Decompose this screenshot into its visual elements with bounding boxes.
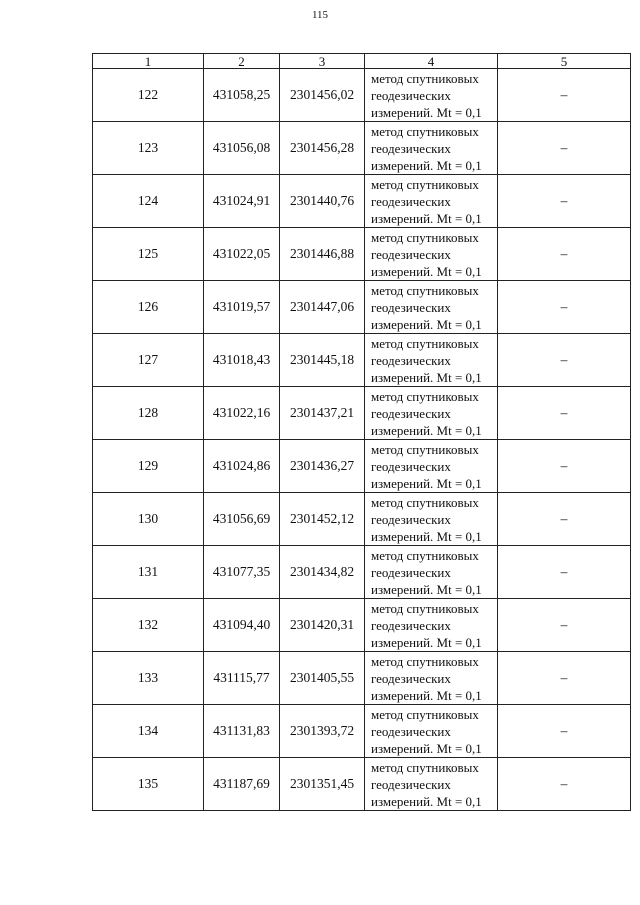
method-line: измерений. Mt = 0,1 bbox=[371, 528, 482, 544]
method-line: метод спутниковых bbox=[371, 653, 479, 669]
table-row bbox=[93, 334, 631, 387]
y-coordinate-cell: 2301436,27 bbox=[280, 440, 365, 493]
table-row bbox=[93, 175, 631, 228]
column-header: 1 bbox=[93, 54, 204, 69]
table-row bbox=[93, 440, 631, 493]
y-coordinate-cell: 2301351,45 bbox=[280, 758, 365, 811]
x-coordinate-cell: 431022,05 bbox=[204, 228, 280, 281]
x-coordinate-cell: 431022,16 bbox=[204, 387, 280, 440]
mark-cell: – bbox=[498, 69, 631, 122]
mark-cell: – bbox=[498, 228, 631, 281]
table-body bbox=[93, 69, 631, 811]
x-coordinate-cell: 431018,43 bbox=[204, 334, 280, 387]
point-number-cell: 122 bbox=[93, 69, 204, 122]
column-header: 2 bbox=[204, 54, 280, 69]
y-coordinate-cell: 2301456,02 bbox=[280, 69, 365, 122]
x-coordinate-cell: 431019,57 bbox=[204, 281, 280, 334]
method-cell bbox=[365, 758, 498, 811]
method-line: измерений. Mt = 0,1 bbox=[371, 157, 482, 173]
table-row bbox=[93, 705, 631, 758]
method-line: измерений. Mt = 0,1 bbox=[371, 369, 482, 385]
method-line: геодезических bbox=[371, 723, 451, 739]
point-number-cell: 132 bbox=[93, 599, 204, 652]
method-line: геодезических bbox=[371, 87, 451, 103]
method-cell bbox=[365, 122, 498, 175]
point-number-cell: 133 bbox=[93, 652, 204, 705]
point-number-cell: 125 bbox=[93, 228, 204, 281]
x-coordinate-cell: 431131,83 bbox=[204, 705, 280, 758]
table-row bbox=[93, 281, 631, 334]
method-cell bbox=[365, 281, 498, 334]
method-line: геодезических bbox=[371, 352, 451, 368]
method-line: геодезических bbox=[371, 564, 451, 580]
method-cell bbox=[365, 175, 498, 228]
method-line: метод спутниковых bbox=[371, 494, 479, 510]
point-number-cell: 126 bbox=[93, 281, 204, 334]
method-line: метод спутниковых bbox=[371, 600, 479, 616]
method-line: метод спутниковых bbox=[371, 547, 479, 563]
method-line: геодезических bbox=[371, 670, 451, 686]
method-line: геодезических bbox=[371, 246, 451, 262]
table-row bbox=[93, 228, 631, 281]
method-line: геодезических bbox=[371, 776, 451, 792]
table-row bbox=[93, 758, 631, 811]
method-line: геодезических bbox=[371, 511, 451, 527]
y-coordinate-cell: 2301440,76 bbox=[280, 175, 365, 228]
y-coordinate-cell: 2301393,72 bbox=[280, 705, 365, 758]
column-header: 5 bbox=[498, 54, 631, 69]
method-cell bbox=[365, 599, 498, 652]
table-row bbox=[93, 652, 631, 705]
method-line: измерений. Mt = 0,1 bbox=[371, 422, 482, 438]
method-line: метод спутниковых bbox=[371, 176, 479, 192]
x-coordinate-cell: 431115,77 bbox=[204, 652, 280, 705]
x-coordinate-cell: 431056,69 bbox=[204, 493, 280, 546]
method-line: метод спутниковых bbox=[371, 70, 479, 86]
mark-cell: – bbox=[498, 758, 631, 811]
x-coordinate-cell: 431077,35 bbox=[204, 546, 280, 599]
mark-cell: – bbox=[498, 599, 631, 652]
method-line: измерений. Mt = 0,1 bbox=[371, 475, 482, 491]
coordinates-table bbox=[92, 53, 631, 811]
mark-cell: – bbox=[498, 281, 631, 334]
point-number-cell: 134 bbox=[93, 705, 204, 758]
point-number-cell: 131 bbox=[93, 546, 204, 599]
mark-cell: – bbox=[498, 334, 631, 387]
method-line: метод спутниковых bbox=[371, 388, 479, 404]
x-coordinate-cell: 431024,91 bbox=[204, 175, 280, 228]
point-number-cell: 135 bbox=[93, 758, 204, 811]
table-row bbox=[93, 599, 631, 652]
point-number-cell: 128 bbox=[93, 387, 204, 440]
mark-cell: – bbox=[498, 175, 631, 228]
method-line: измерений. Mt = 0,1 bbox=[371, 793, 482, 809]
method-line: измерений. Mt = 0,1 bbox=[371, 104, 482, 120]
mark-cell: – bbox=[498, 705, 631, 758]
x-coordinate-cell: 431056,08 bbox=[204, 122, 280, 175]
mark-cell: – bbox=[498, 493, 631, 546]
y-coordinate-cell: 2301420,31 bbox=[280, 599, 365, 652]
point-number-cell: 129 bbox=[93, 440, 204, 493]
method-line: метод спутниковых bbox=[371, 441, 479, 457]
method-line: метод спутниковых bbox=[371, 282, 479, 298]
x-coordinate-cell: 431058,25 bbox=[204, 69, 280, 122]
method-line: геодезических bbox=[371, 458, 451, 474]
method-cell bbox=[365, 228, 498, 281]
y-coordinate-cell: 2301434,82 bbox=[280, 546, 365, 599]
table-header-row bbox=[93, 54, 631, 69]
method-line: геодезических bbox=[371, 617, 451, 633]
method-line: измерений. Mt = 0,1 bbox=[371, 210, 482, 226]
method-line: геодезических bbox=[371, 140, 451, 156]
method-line: метод спутниковых bbox=[371, 335, 479, 351]
method-cell bbox=[365, 652, 498, 705]
mark-cell: – bbox=[498, 652, 631, 705]
point-number-cell: 124 bbox=[93, 175, 204, 228]
table-row bbox=[93, 493, 631, 546]
point-number-cell: 127 bbox=[93, 334, 204, 387]
method-line: измерений. Mt = 0,1 bbox=[371, 581, 482, 597]
y-coordinate-cell: 2301445,18 bbox=[280, 334, 365, 387]
x-coordinate-cell: 431024,86 bbox=[204, 440, 280, 493]
method-cell bbox=[365, 546, 498, 599]
y-coordinate-cell: 2301447,06 bbox=[280, 281, 365, 334]
mark-cell: – bbox=[498, 440, 631, 493]
column-header: 3 bbox=[280, 54, 365, 69]
method-cell bbox=[365, 705, 498, 758]
table-row bbox=[93, 69, 631, 122]
method-line: измерений. Mt = 0,1 bbox=[371, 687, 482, 703]
method-line: измерений. Mt = 0,1 bbox=[371, 634, 482, 650]
mark-cell: – bbox=[498, 546, 631, 599]
table-row bbox=[93, 387, 631, 440]
column-header: 4 bbox=[365, 54, 498, 69]
x-coordinate-cell: 431187,69 bbox=[204, 758, 280, 811]
page-number: 115 bbox=[311, 9, 329, 21]
method-line: геодезических bbox=[371, 299, 451, 315]
method-line: метод спутниковых bbox=[371, 759, 479, 775]
y-coordinate-cell: 2301437,21 bbox=[280, 387, 365, 440]
y-coordinate-cell: 2301405,55 bbox=[280, 652, 365, 705]
point-number-cell: 123 bbox=[93, 122, 204, 175]
method-cell bbox=[365, 334, 498, 387]
point-number-cell: 130 bbox=[93, 493, 204, 546]
mark-cell: – bbox=[498, 122, 631, 175]
method-cell bbox=[365, 493, 498, 546]
table-row bbox=[93, 546, 631, 599]
method-line: геодезических bbox=[371, 405, 451, 421]
method-line: измерений. Mt = 0,1 bbox=[371, 740, 482, 756]
table-row bbox=[93, 122, 631, 175]
method-line: измерений. Mt = 0,1 bbox=[371, 316, 482, 332]
y-coordinate-cell: 2301452,12 bbox=[280, 493, 365, 546]
mark-cell: – bbox=[498, 387, 631, 440]
method-cell bbox=[365, 387, 498, 440]
method-line: метод спутниковых bbox=[371, 229, 479, 245]
x-coordinate-cell: 431094,40 bbox=[204, 599, 280, 652]
method-line: метод спутниковых bbox=[371, 123, 479, 139]
method-cell bbox=[365, 69, 498, 122]
method-line: геодезических bbox=[371, 193, 451, 209]
method-line: метод спутниковых bbox=[371, 706, 479, 722]
y-coordinate-cell: 2301456,28 bbox=[280, 122, 365, 175]
method-cell bbox=[365, 440, 498, 493]
y-coordinate-cell: 2301446,88 bbox=[280, 228, 365, 281]
method-line: измерений. Mt = 0,1 bbox=[371, 263, 482, 279]
